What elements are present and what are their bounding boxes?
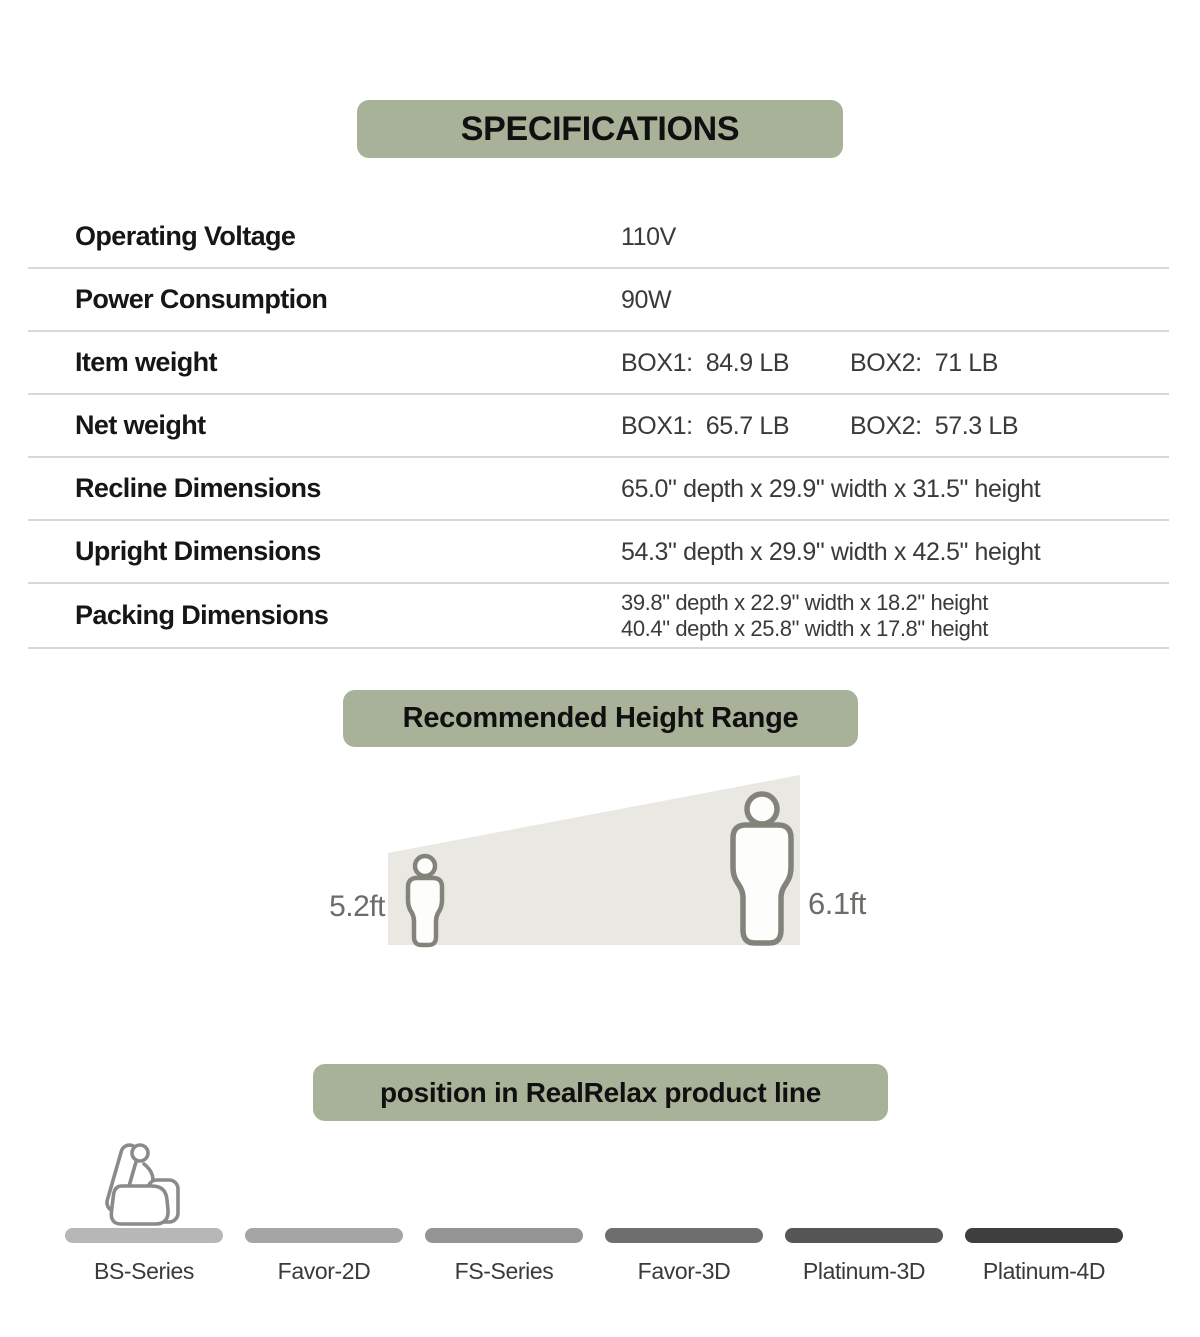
- spec-label: Upright Dimensions: [75, 536, 321, 566]
- product-line-header-label: position in RealRelax product line: [380, 1076, 821, 1108]
- spec-value-text: 54.3" depth x 29.9" width x 42.5" height: [621, 537, 1041, 566]
- series-label: BS-Series: [94, 1258, 194, 1284]
- series-label: Platinum-4D: [982, 1258, 1106, 1284]
- height-range-header-label: Recommended Height Range: [402, 702, 799, 734]
- spec-value-text: BOX2: 57.3 LB: [850, 411, 1019, 440]
- spec-value-text: 40.4" depth x 25.8" width x 17.8" height: [621, 615, 989, 641]
- series-label: Favor-3D: [637, 1258, 731, 1284]
- height-range-graphic: [380, 770, 900, 950]
- spec-value: [621, 474, 1169, 504]
- spec-label: Item weight: [75, 347, 217, 377]
- spec-value: [621, 411, 1169, 441]
- product-line-header: [313, 1064, 888, 1121]
- spec-value: [621, 222, 1169, 252]
- min-height-label: 5.2ft: [329, 890, 385, 923]
- spec-row: [28, 584, 1169, 649]
- series-bar: [425, 1228, 583, 1243]
- spec-value-text: BOX1: 65.7 LB: [621, 411, 790, 440]
- spec-value: [621, 590, 1169, 642]
- spec-row: [28, 395, 1169, 458]
- series-bar: [785, 1228, 943, 1243]
- spec-row: [28, 458, 1169, 521]
- series-bar: [605, 1228, 763, 1243]
- spec-label: Net weight: [75, 410, 206, 440]
- series-item-favor-3d: [605, 1228, 763, 1285]
- series-label: Platinum-3D: [802, 1258, 926, 1284]
- spec-label: Operating Voltage: [75, 221, 296, 251]
- series-label: FS-Series: [454, 1258, 554, 1284]
- series-item-favor-2d: [245, 1228, 403, 1285]
- spec-value-text: 65.0" depth x 29.9" width x 31.5" height: [621, 474, 1041, 503]
- spec-value: [621, 348, 1169, 378]
- spec-row: [28, 332, 1169, 395]
- series-bar: [245, 1228, 403, 1243]
- series-label: Favor-2D: [277, 1258, 371, 1284]
- specifications-header-label: SPECIFICATIONS: [460, 109, 740, 148]
- series-item-fs-series: [425, 1228, 583, 1285]
- spec-value-text: 110V: [621, 222, 676, 251]
- spec-row: [28, 521, 1169, 584]
- specifications-header: [357, 100, 843, 158]
- spec-label: Packing Dimensions: [75, 600, 329, 630]
- spec-value-text: 90W: [621, 285, 672, 314]
- spec-value-text: BOX2: 71 LB: [850, 348, 999, 377]
- spec-row: [28, 269, 1169, 332]
- spec-value: [621, 285, 1169, 315]
- spec-label: Recline Dimensions: [75, 473, 321, 503]
- spec-value-text: 39.8" depth x 22.9" width x 18.2" height: [621, 589, 989, 615]
- spec-value-text: BOX1: 84.9 LB: [621, 348, 790, 377]
- spec-label: Power Consumption: [75, 284, 328, 314]
- series-item-platinum-4d: [965, 1228, 1123, 1285]
- product-line: [65, 1228, 1123, 1285]
- spec-value: [621, 537, 1169, 567]
- series-item-bs-series: [65, 1228, 223, 1285]
- spec-table: [28, 206, 1169, 649]
- series-item-platinum-3d: [785, 1228, 943, 1285]
- max-height-label: 6.1ft: [808, 886, 866, 921]
- spec-row: [28, 206, 1169, 269]
- series-bar: [965, 1228, 1123, 1243]
- height-range-header: [343, 690, 858, 747]
- series-bar: [65, 1228, 223, 1243]
- recliner-chair-icon: [98, 1140, 192, 1228]
